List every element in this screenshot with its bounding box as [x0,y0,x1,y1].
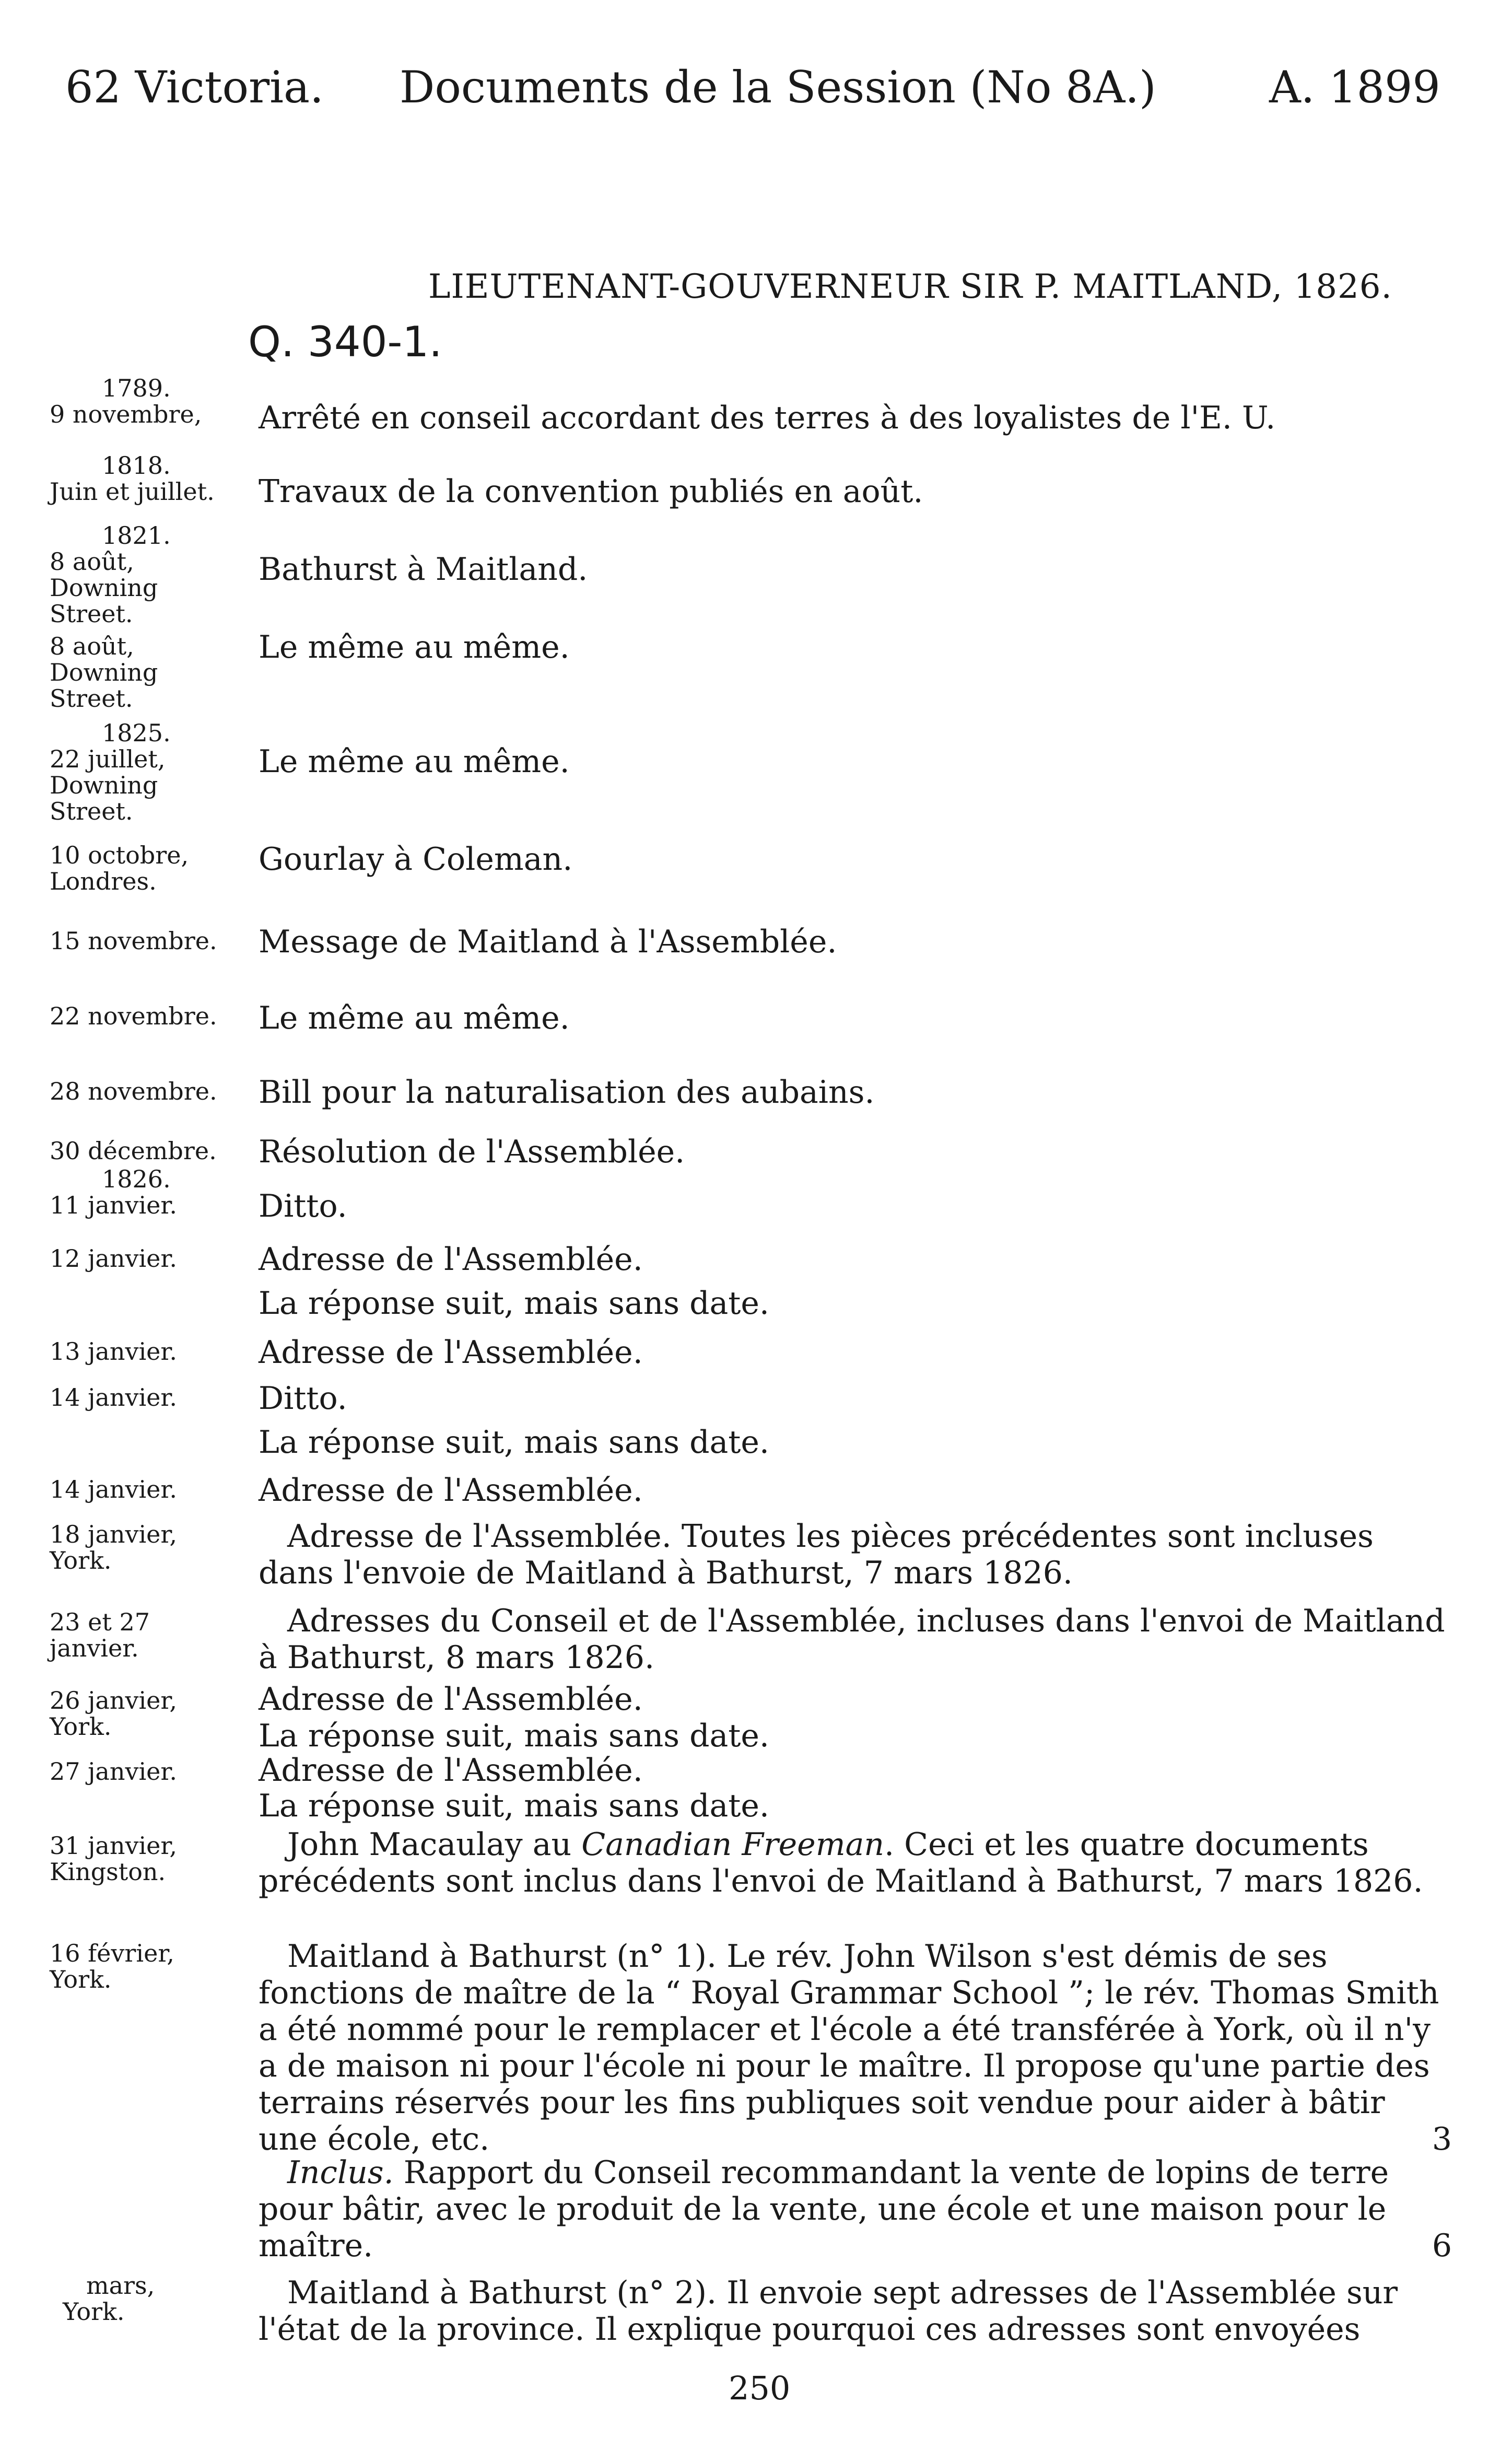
date-line: 22 novembre. [50,1002,217,1030]
date-line: 23 et 27 [50,1608,150,1636]
entry-body: Rapport du Conseil recommandant la vente de lopins de terre pour bâtir, avec le produit de la vente, une école et une maison pour le maître. [259,2154,1389,2264]
entry-text: Bathurst à Maitland. [259,551,588,588]
enclosure-label: Inclus. [287,2154,394,2191]
entry-text-start: John Macaulay au [287,1826,582,1863]
entry-date [50,633,259,712]
date-line: 9 novembre, [50,400,202,428]
page-number: 250 [729,2369,791,2407]
entry-date [50,928,259,954]
date-line: 10 octobre, [50,841,189,869]
header-title: Documents de la Session (No 8A.) [400,62,1156,113]
entry-text: Bill pour la naturalisation des aubains. [259,1074,875,1111]
date-line: 16 février, [50,1939,174,1967]
entry-text [259,1938,1452,2157]
entry-text: Travaux de la convention publiés en août. [259,473,923,510]
date-line: 22 juillet, [50,745,166,773]
entry-text: Résolution de l'Assemblée. [259,1134,685,1170]
entry-text: Adresse de l'Assemblée. [259,1472,643,1509]
entry-date [50,1078,259,1104]
header-year: A. 1899 [1269,62,1440,113]
page-reference: 6 [1432,2227,1452,2264]
date-line: 18 janvier, [50,1520,177,1548]
entry-text: Ditto. [259,1380,347,1417]
entry-text: Le même au même. [259,629,570,666]
entry-text: Adresse de l'Assemblée. [259,1241,643,1278]
entry-text: Adresses du Conseil et de l'Assemblée, incluses dans l'envoi de Maitland à Bathurst, 8 mars 1826. [259,1603,1445,1676]
entry-date [50,1166,259,1218]
entry-date [50,2272,259,2325]
entry-date [50,1521,259,1573]
page-reference: 3 [1432,2121,1452,2157]
date-line: 28 novembre. [50,1077,217,1105]
entry-text [259,2154,1452,2264]
date-line: mars, [86,2271,155,2300]
entry-text: Gourlay à Coleman. [259,841,573,878]
entry-date [50,720,259,824]
date-line: Downing [50,658,158,686]
entry-text: Ditto. [259,1188,347,1224]
date-line: 26 janvier, [50,1686,177,1714]
entry-date [50,1384,259,1410]
date-line: 8 août, [50,632,134,660]
date-line: 11 janvier. [50,1191,177,1219]
newspaper-title: Canadian Freeman [581,1826,885,1863]
entry-body: Maitland à Bathurst (n° 1). Le rév. John Wilson s'est démis de ses fonctions de maître de la “ Royal Grammar School ”; le rév. Thomas Smith a été nommé pour le remplacer et l'école a été transférée à York, où il n'y a de maison ni pour l'école ni pour le maître. Il propose qu'une partie des terrains réservés pour les fins publiques soit vendue pour aider à bâtir une école, etc. [259,1938,1439,2157]
entry-text: Adresse de l'Assemblée. [259,1334,643,1371]
date-year: 1825. [102,719,171,747]
date-line: Juin et juillet. [50,477,215,506]
entry-text: La réponse suit, mais sans date. [259,1285,769,1322]
date-year: 1789. [102,374,171,402]
date-line: Street. [50,684,133,713]
date-line: Kingston. [50,1858,166,1886]
date-line: York. [63,2297,125,2326]
date-line: Street. [50,797,133,825]
date-line: 27 janvier. [50,1757,177,1786]
section-title: LIEUTENANT-GOUVERNEUR SIR P. MAITLAND, 1826. [428,267,1392,306]
entry-date [50,1245,259,1272]
date-line: Downing [50,574,158,602]
entry-date [50,1138,259,1164]
date-year: 1826. [102,1165,171,1193]
date-line: 12 janvier. [50,1244,177,1273]
entry-text: Adresse de l'Assemblée. [259,1752,643,1789]
header-session: 62 Victoria. [65,62,324,113]
date-line: 14 janvier. [50,1475,177,1503]
date-line: 31 janvier, [50,1832,177,1860]
entry-text: Arrêté en conseil accordant des terres à des loyalistes de l'E. U. [259,400,1276,436]
entry-text: Message de Maitland à l'Assemblée. [259,924,837,960]
entry-date [50,1687,259,1740]
date-line: 13 janvier. [50,1337,177,1366]
entry-text-end: . Ceci et les quatre documents précédents sont inclus dans l'envoi de Maitland à Bathurst, 7 mars 1826. [259,1826,1423,1899]
entry-date [50,522,259,627]
date-line: 15 novembre. [50,927,217,955]
date-line: York. [50,1965,112,1993]
date-line: 14 janvier. [50,1383,177,1412]
entry-text: Maitland à Bathurst (n° 2). Il envoie sept adresses de l'Assemblée sur l'état de la province. Il explique pourquoi ces adresses sont envoyées [259,2275,1398,2348]
entry-text [259,1826,1452,1899]
entry-date [50,1940,259,1992]
entry-text: Adresse de l'Assemblée. [259,1681,643,1718]
date-year: 1818. [102,451,171,480]
date-line: 30 décembre. [50,1137,217,1165]
reference-number: Q. 340-1. [248,318,442,366]
entry-date [50,1003,259,1029]
entry-date [50,375,259,427]
entry-date [50,1338,259,1364]
date-line: 8 août, [50,547,134,576]
entry-date [50,842,259,894]
entry-text: La réponse suit, mais sans date. [259,1424,769,1461]
date-line: Londres. [50,867,157,895]
entry-date [50,1609,259,1661]
date-line: York. [50,1712,112,1741]
entry-date [50,452,259,505]
date-year: 1821. [102,521,171,550]
date-line: Street. [50,600,133,628]
entry-date [50,1476,259,1502]
entry-text: La réponse suit, mais sans date. [259,1788,769,1824]
entry-date [50,1833,259,1885]
date-line: York. [50,1546,112,1574]
date-line: Downing [50,771,158,799]
entry-text: Le même au même. [259,1000,570,1036]
entry-text: La réponse suit, mais sans date. [259,1718,769,1754]
date-line: janvier. [50,1634,139,1662]
entry-text: Le même au même. [259,743,570,780]
entry-date [50,1758,259,1784]
entry-text: Adresse de l'Assemblée. Toutes les pièces précédentes sont incluses dans l'envoie de Maitland à Bathurst, 7 mars 1826. [259,1518,1374,1591]
